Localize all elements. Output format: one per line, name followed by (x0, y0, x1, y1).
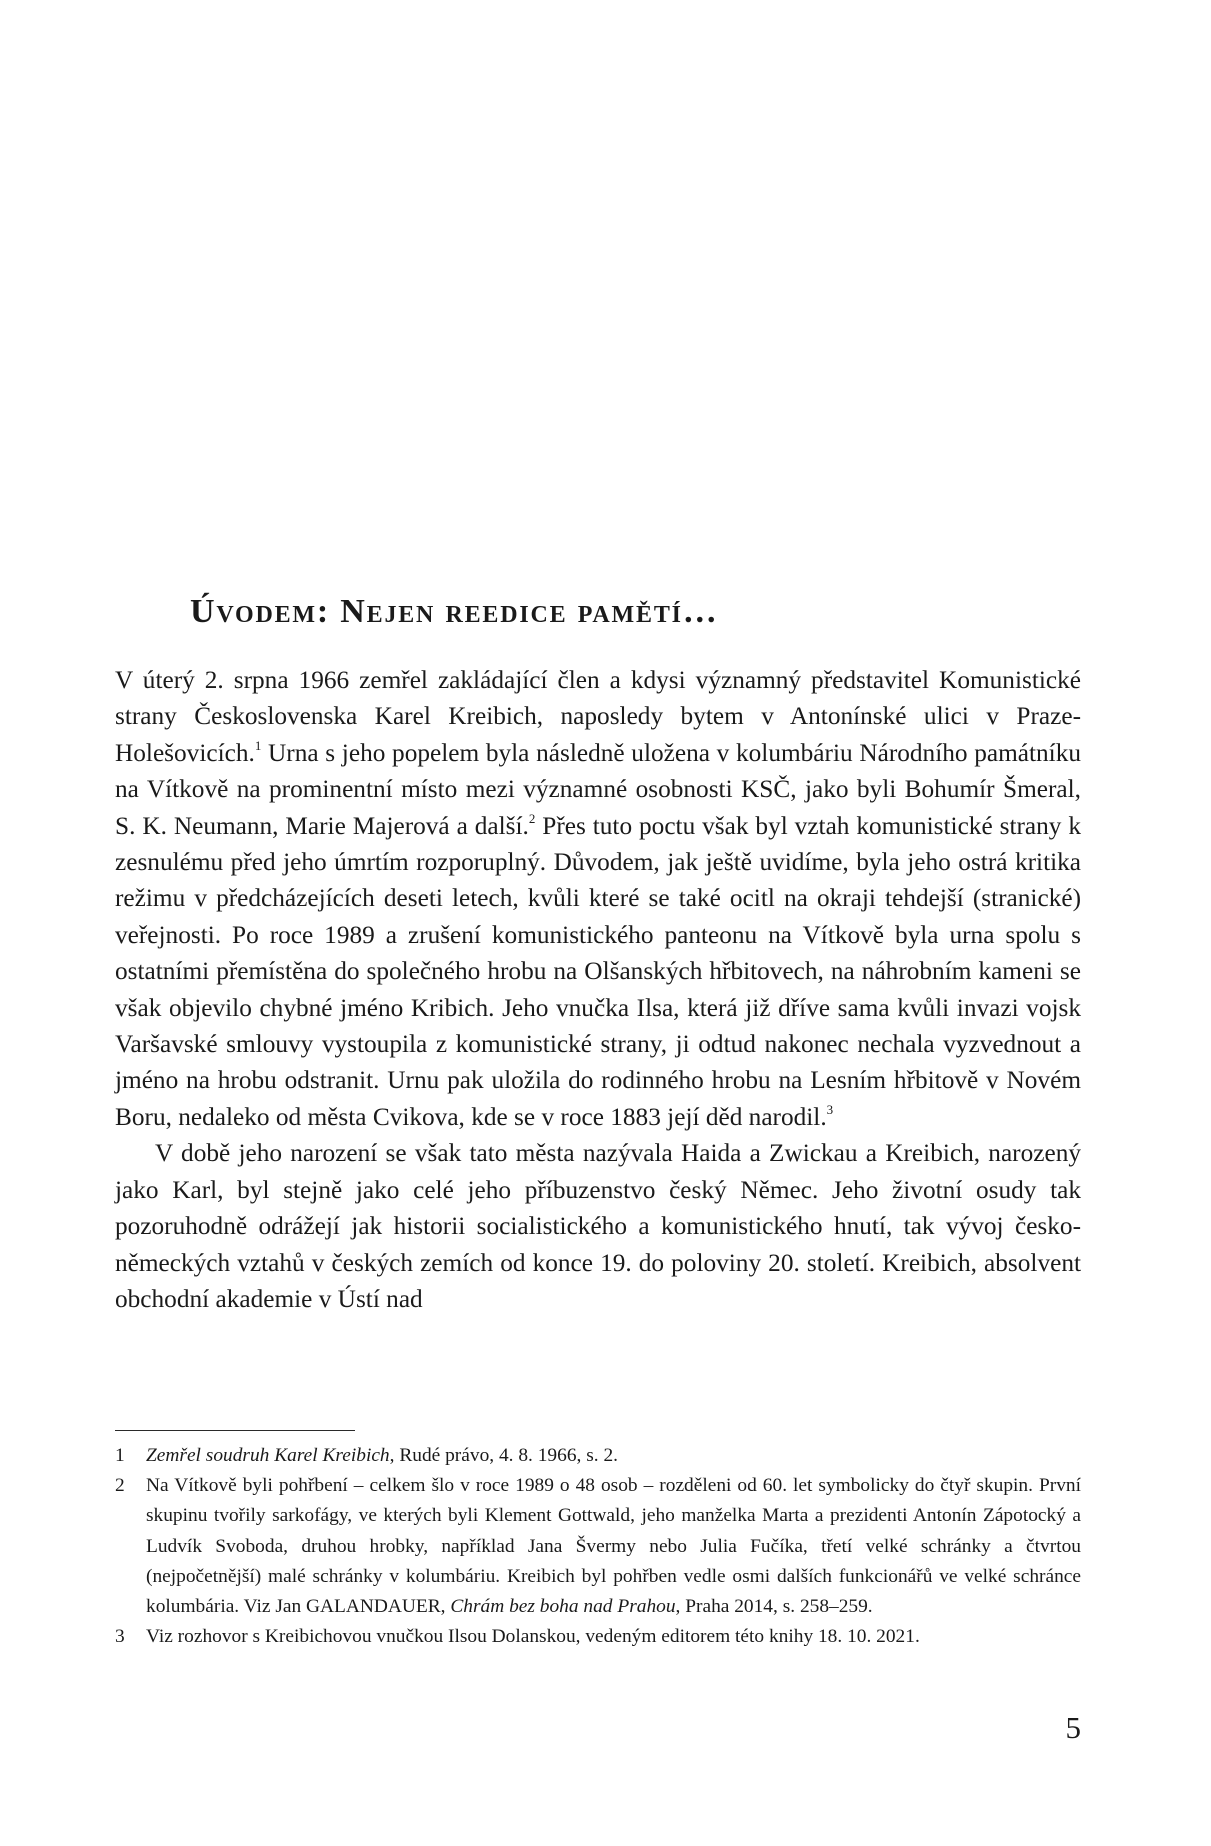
footnote (115, 1471, 1081, 1622)
footnote-number: 2 (115, 1475, 125, 1497)
footnote-number: 3 (115, 1626, 125, 1648)
paragraph (115, 1135, 1081, 1317)
footnote-text (146, 1622, 1081, 1652)
footnote-number: 1 (115, 1445, 125, 1466)
footnote (115, 1441, 1081, 1471)
footnote-reference: 3 (826, 1101, 834, 1117)
text-run: Viz rozhovor s Kreibichovou vnučkou Ilsou Dolanskou, vedeným editorem této knihy 18. 10. 2021. (146, 1626, 920, 1648)
footnotes (115, 1441, 1081, 1652)
citation-title: Chrám bez boha nad Prahou (450, 1596, 676, 1618)
footnote-reference: 1 (254, 737, 262, 753)
text-run: Přes tuto poctu však byl vztah komunistické strany k zesnulému před jeho úmrtím rozporuplný. Důvodem, jak ještě uvidíme, byla jeho ostrá kritika režimu v předcházejících deseti letech, kvůli které se také ocitl na okraji tehdejší (stranické) veřejnosti. Po roce 1989 a zrušení komunistického panteonu na Vítkově byla urna spolu s ostatními přemístěna do společného hrobu na Olšanských hřbitovech, na náhrobním kameni se však objevilo chybné jméno Kribich. Jeho vnučka Ilsa, která již dříve sama kvůli invazi vojsk Varšavské smlouvy vystoupila z komunistické strany, ji odtud nakonec nechala vyzvednout a jméno na hrobu odstranit. Urnu pak uložila do rodinného hrobu na Lesním hřbitově v Novém Boru, nedaleko od města Cvikova, kde se v roce 1883 její děd narodil. (115, 811, 1081, 1131)
text-run: , Praha 2014, s. 258–259. (675, 1596, 873, 1618)
paragraph (115, 662, 1081, 1135)
citation-title: Zemřel soudruh Karel Kreibich (146, 1445, 390, 1466)
text-run: Urna s jeho popelem byla následně uložena v kolumbáriu Národního památníku na Vítkově na prominentní místo mezi významné osobnosti KSČ, jako byli Bohumír Šmeral, S. K. Neumann, Marie Majerová a další. (115, 738, 1081, 840)
chapter-title: Úvodem: Nejen reedice pamětí… (190, 593, 719, 630)
footnote-text (146, 1471, 1081, 1622)
footnote (115, 1622, 1081, 1652)
text-run: V době jeho narození se však tato města nazývala Haida a Zwickau a Kreibich, narozený jako Karl, byl stejně jako celé jeho příbuzenstvo český Němec. Jeho životní osudy tak pozoruhodně odrážejí jak historii socialistického a komunistického hnutí, tak vývoj česko-německých vztahů v českých zemích od konce 19. do poloviny 20. století. Kreibich, absolvent obchodní akademie v Ústí nad (115, 1139, 1081, 1313)
body-text (115, 662, 1081, 1317)
text-run: V úterý 2. srpna 1966 zemřel zakládající člen a kdysi významný představitel Komunistické strany Československa Karel Kreibich, naposledy bytem v Antonínské ulici v Praze-Holešovicích. (115, 666, 1081, 767)
text-run: , Rudé právo, 4. 8. 1966, s. 2. (389, 1445, 619, 1466)
footnote-reference: 2 (528, 810, 536, 826)
page-number: 5 (1065, 1710, 1081, 1745)
footnote-divider (115, 1430, 355, 1431)
footnote-text (146, 1441, 1081, 1471)
text-run: Na Vítkově byli pohřbení – celkem šlo v roce 1989 o 48 osob – rozděleni od 60. let symbolicky do čtyř skupin. První skupinu tvořily sarkofágy, ve kterých byli Klement Gottwald, jeho manželka Marta a prezidenti Antonín Zápotocký a Ludvík Svoboda, druhou hrobky, například Jana Švermy nebo Julia Fučíka, třetí velké schránky a čtvrtou (nejpočetnější) malé schránky v kolumbáriu. Kreibich byl pohřben vedle osmi dalších funkcionářů ve velké schránce kolumbária. Viz Jan GALANDAUER, (146, 1475, 1081, 1618)
